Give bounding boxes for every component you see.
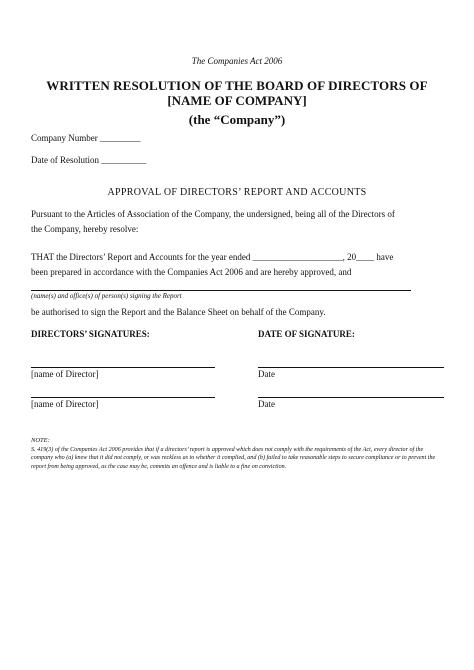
date-label: Date — [258, 399, 275, 409]
company-name-placeholder: [NAME OF COMPANY] — [167, 93, 307, 108]
directors-signatures-heading: DIRECTORS’ SIGNATURES: — [31, 329, 150, 339]
director-signature-line — [31, 367, 215, 368]
company-definition: (the “Company”) — [188, 112, 286, 127]
body-paragraph-1-line-1: Pursuant to the Articles of Association of the Company, the undersigned, being all of the Directors of — [31, 209, 395, 219]
director-name-label: [name of Director] — [31, 369, 99, 379]
body-paragraph-3: be authorised to sign the Report and the Balance Sheet on behalf of the Company. — [31, 307, 326, 317]
director-name-label: [name of Director] — [31, 399, 99, 409]
note-heading: NOTE: — [31, 437, 50, 444]
body-paragraph-1-line-2: the Company, hereby resolve: — [31, 224, 139, 234]
director-signature-line — [31, 397, 215, 398]
resolution-title: WRITTEN RESOLUTION OF THE BOARD OF DIRECTORS OF — [46, 78, 428, 93]
date-of-signature-heading: DATE OF SIGNATURE: — [258, 329, 355, 339]
date-of-resolution-field: Date of Resolution __________ — [31, 155, 147, 165]
section-heading: APPROVAL OF DIRECTORS’ REPORT AND ACCOUNTS — [107, 187, 367, 198]
company-number-field: Company Number _________ — [31, 133, 141, 143]
signer-label: (name(s) and office(s) of person(s) signing the Report — [31, 292, 182, 300]
act-reference: The Companies Act 2006 — [191, 56, 283, 66]
note-text: S. 419(3) of the Companies Act 2006 provides that if a directors’ report is approved which does not comply with the requirements of the Act, every director of the company who (a) knew that it did not comply, or was reckless as to whether it complied, and (b) failed to take reasonable steps to secure compliance or to prevent the report from being approved, as the case may be, commits an offence and is liable to a fine on conviction. — [31, 447, 436, 470]
body-paragraph-2-line-1: THAT the Directors’ Report and Accounts for the year ended ____________________, 20____ have — [31, 252, 394, 262]
date-signature-line — [258, 397, 444, 398]
signer-name-line — [31, 290, 411, 291]
date-signature-line — [258, 367, 444, 368]
body-paragraph-2-line-2: been prepared in accordance with the Companies Act 2006 and are hereby approved, and — [31, 267, 352, 277]
date-label: Date — [258, 369, 275, 379]
